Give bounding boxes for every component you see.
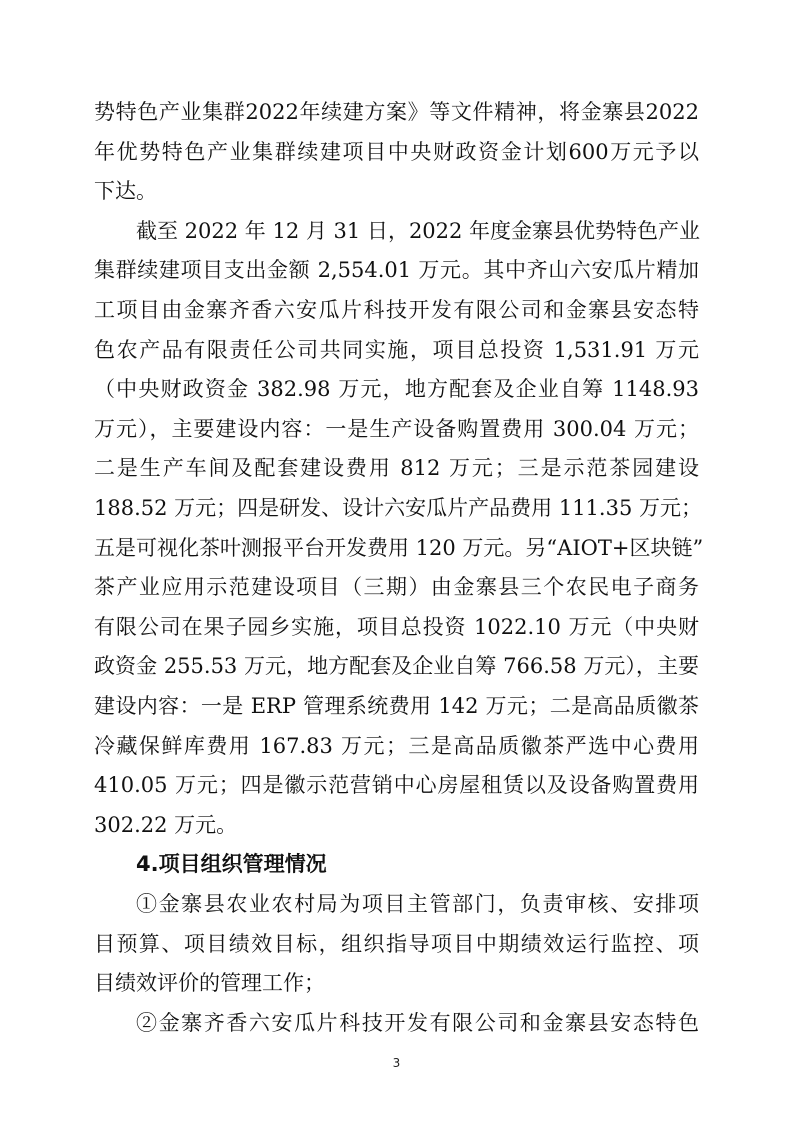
body-text-line: 有限公司在果子园乡实施，项目总投资 1022.10 万元（中央财 — [94, 615, 699, 639]
body-text-line: 工项目由金寨齐香六安瓜片科技开发有限公司和金寨县安态特 — [94, 298, 699, 322]
body-text-line: ②金寨齐香六安瓜片科技开发有限公司和金寨县安态特色 — [136, 1011, 699, 1035]
body-text-line: 势特色产业集群2022年续建方案》等文件精神，将金寨县2022 — [94, 100, 699, 124]
body-text-line: 茶产业应用示范建设项目（三期）由金寨县三个农民电子商务 — [94, 575, 699, 599]
body-text-line: 410.05 万元；四是徽示范营销中心房屋租赁以及设备购置费用 — [94, 773, 699, 797]
body-text-line: 年优势特色产业集群续建项目中央财政资金计划600万元予以 — [94, 140, 699, 164]
body-text-line: 188.52 万元；四是研发、设计六安瓜片产品费用 111.35 万元； — [94, 496, 702, 520]
body-text-line: 二是生产车间及配套建设费用 812 万元；三是示范茶园建设 — [94, 456, 699, 480]
body-text-line: 目预算、项目绩效目标，组织指导项目中期绩效运行监控、项 — [94, 932, 699, 956]
page-number: 3 — [392, 1056, 401, 1070]
body-text-line: 冷藏保鲜库费用 167.83 万元；三是高品质徽茶严选中心费用 — [94, 734, 699, 758]
body-text-line: 政资金 255.53 万元，地方配套及企业自筹 766.58 万元），主要 — [94, 654, 699, 678]
body-text-line: 建设内容：一是 ERP 管理系统费用 142 万元；二是高品质徽茶 — [94, 694, 699, 718]
body-text-line: 下达。 — [94, 179, 157, 203]
section-heading: 4.项目组织管理情况 — [136, 852, 327, 876]
body-text-line: 截至 2022 年 12 月 31 日，2022 年度金寨县优势特色产业 — [136, 219, 701, 243]
body-text-line: 302.22 万元。 — [94, 813, 238, 837]
body-text-line: 万元），主要建设内容：一是生产设备购置费用 300.04 万元； — [94, 417, 699, 441]
body-text-line: ①金寨县农业农村局为项目主管部门，负责审核、安排项 — [136, 892, 699, 916]
body-text-line: 目绩效评价的管理工作； — [94, 971, 325, 995]
body-text-line: 色农产品有限责任公司共同实施，项目总投资 1,531.91 万元 — [94, 338, 699, 362]
body-text-line: （中央财政资金 382.98 万元，地方配套及企业自筹 1148.93 — [94, 377, 699, 401]
body-text-line: 五是可视化茶叶测报平台开发费用 120 万元。另“AIOT+区块链” — [94, 536, 704, 560]
body-text-line: 集群续建项目支出金额 2,554.01 万元。其中齐山六安瓜片精加 — [94, 258, 699, 282]
